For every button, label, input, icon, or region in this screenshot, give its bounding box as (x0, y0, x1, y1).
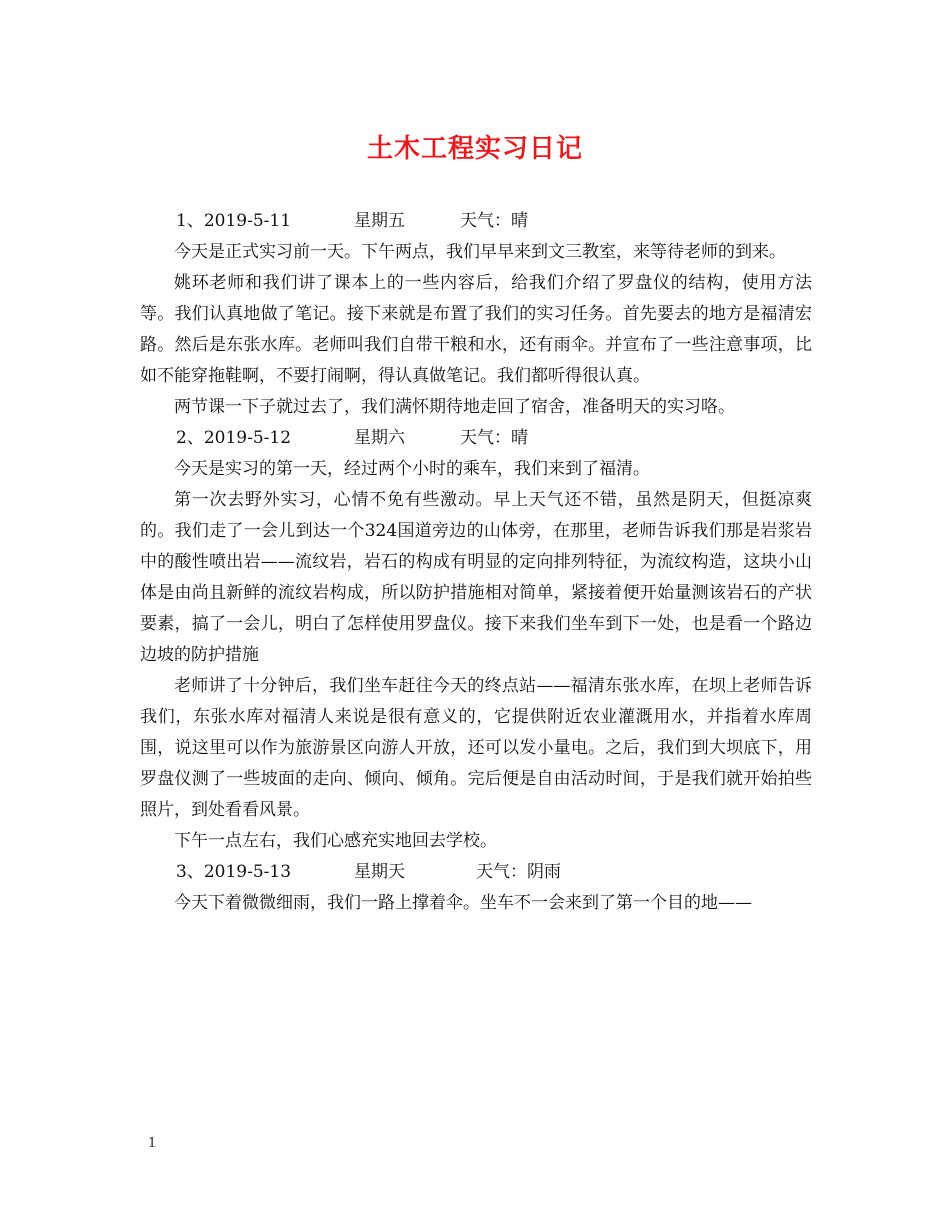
entry-weather: 天气：阴雨 (476, 862, 561, 882)
entry-weekday: 星期五 (354, 211, 405, 231)
paragraph: 今天是正式实习前一天。下午两点，我们早早来到文三教室，来等待老师的到来。 (174, 242, 786, 262)
entry-date: 2、2019-5-12 (176, 428, 292, 448)
entry-date: 1、2019-5-11 (176, 211, 292, 231)
entry-weekday: 星期六 (354, 428, 405, 448)
entry-header (140, 857, 812, 888)
entry-weather: 天气：晴 (460, 211, 528, 231)
entry-weather: 天气：晴 (460, 428, 528, 448)
paragraph: 姚环老师和我们讲了课本上的一些内容后，给我们介绍了罗盘仪的结构，使用方法等。我们认真地做了笔记。接下来就是布置了我们的实习任务。首先要去的地方是福清宏路。然后是东张水库。老师叫我们自带干粮和水，还有雨伞。并宣布了一些注意事项，比如不能穿拖鞋啊，不要打闹啊，得认真做笔记。我们都听得很认真。 (140, 273, 812, 386)
paragraph: 下午一点左右，我们心感充实地回去学校。 (174, 831, 497, 851)
document-title: 土木工程实习日记 (366, 134, 583, 164)
paragraph: 今天是实习的第一天，经过两个小时的乘车，我们来到了福清。 (174, 459, 650, 479)
paragraph: 老师讲了十分钟后，我们坐车赶往今天的终点站——福清东张水库，在坝上老师告诉我们，东张水库对福清人来说是很有意义的，它提供附近农业灌溉用水，并指着水库周围，说这里可以作为旅游景区向游人开放，还可以发小量电。之后，我们到大坝底下，用罗盘仪测了一些坡面的走向、倾向、倾角。完后便是自由活动时间，于是我们就开始拍些照片，到处看看风景。 (140, 676, 812, 820)
document-body (140, 206, 812, 919)
entry-date: 3、2019-5-13 (176, 862, 292, 882)
page-number: 1 (148, 1136, 157, 1151)
paragraph: 两节课一下子就过去了，我们满怀期待地走回了宿舍，准备明天的实习咯。 (174, 397, 735, 417)
paragraph: 今天下着微微细雨，我们一路上撑着伞。坐车不一会来到了第一个目的地—— (174, 893, 752, 913)
entry-header (140, 206, 812, 237)
entry-weekday: 星期天 (354, 862, 405, 882)
entry-header (140, 423, 812, 454)
paragraph: 第一次去野外实习，心情不免有些激动。早上天气还不错，虽然是阴天，但挺凉爽的。我们走了一会儿到达一个324国道旁边的山体旁，在那里，老师告诉我们那是岩浆岩中的酸性喷出岩——流纹岩，岩石的构成有明显的定向排列特征，为流纹构造，这块小山体是由尚且新鲜的流纹岩构成，所以防护措施相对简单，紧接着便开始量测该岩石的产状要素，搞了一会儿，明白了怎样使用罗盘仪。接下来我们坐车到下一处，也是看一个路边边坡的防护措施 (140, 490, 812, 665)
